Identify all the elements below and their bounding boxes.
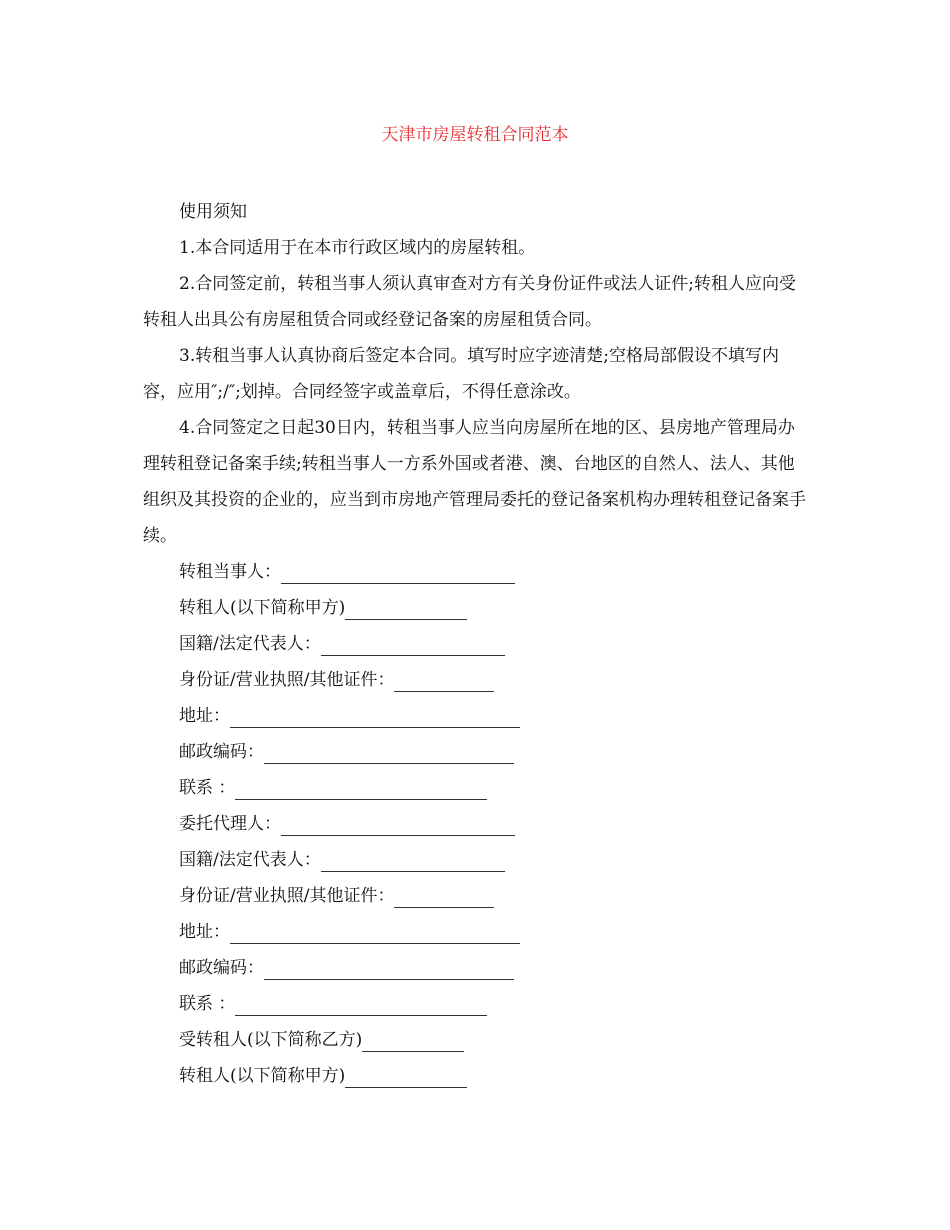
form-row-postal-code bbox=[179, 734, 579, 770]
form-row-contact bbox=[179, 770, 579, 806]
blank-line bbox=[235, 773, 487, 800]
usage-notes bbox=[143, 194, 807, 554]
form-row-address-2 bbox=[179, 914, 579, 950]
blank-line bbox=[281, 809, 515, 836]
field-label: 联系 ： bbox=[179, 778, 236, 798]
form-row-agent bbox=[179, 806, 579, 842]
field-label: 受转租人(以下简称乙方) bbox=[179, 1030, 363, 1050]
form-row-id-document bbox=[179, 662, 579, 698]
field-label: 身份证/营业执照/其他证件： bbox=[179, 886, 395, 906]
form-row-sublessor-party bbox=[179, 554, 579, 590]
form-row-postal-code-2 bbox=[179, 950, 579, 986]
blank-line bbox=[394, 665, 494, 692]
party-info-form bbox=[179, 554, 579, 1094]
field-label: 联系 ： bbox=[179, 994, 236, 1014]
blank-line bbox=[345, 593, 467, 620]
blank-line bbox=[281, 557, 515, 584]
form-row-address bbox=[179, 698, 579, 734]
note-item-4: 4.合同签定之日起30日内，转租当事人应当向房屋所在地的区、县房地产管理局办理转租登记备案手续;转租当事人一方系外国或者港、澳、台地区的自然人、法人、其他组织及其投资的企业的，应当到市房地产管理局委托的登记备案机构办理转租登记备案手续。 bbox=[143, 418, 806, 546]
form-row-nationality-2 bbox=[179, 842, 579, 878]
field-label: 国籍/法定代表人： bbox=[179, 850, 321, 870]
field-label: 邮政编码： bbox=[179, 958, 264, 978]
note-item-1: 1.本合同适用于在本市行政区域内的房屋转租。 bbox=[179, 238, 536, 258]
blank-line bbox=[264, 953, 514, 980]
blank-line bbox=[230, 701, 520, 728]
form-row-party-b bbox=[179, 1022, 579, 1058]
form-row-party-a-2 bbox=[179, 1058, 579, 1094]
field-label: 委托代理人： bbox=[179, 814, 281, 834]
form-row-party-a bbox=[179, 590, 579, 626]
form-row-nationality bbox=[179, 626, 579, 662]
form-row-contact-2 bbox=[179, 986, 579, 1022]
blank-line bbox=[321, 845, 505, 872]
field-label: 国籍/法定代表人： bbox=[179, 634, 321, 654]
note-item-2: 2.合同签定前，转租当事人须认真审查对方有关身份证件或法人证件;转租人应向受转租人出具公有房屋租赁合同或经登记备案的房屋租赁合同。 bbox=[143, 274, 796, 330]
blank-line bbox=[264, 737, 514, 764]
field-label: 转租人(以下简称甲方) bbox=[179, 1066, 346, 1086]
note-item-3: 3.转租当事人认真协商后签定本合同。填写时应字迹清楚;空格局部假设不填写内容，应用″;/″;划掉。合同经签字或盖章后，不得任意涂改。 bbox=[143, 346, 779, 402]
blank-line bbox=[362, 1025, 464, 1052]
field-label: 转租当事人： bbox=[179, 562, 281, 582]
form-row-id-document-2 bbox=[179, 878, 579, 914]
field-label: 地址： bbox=[179, 922, 230, 942]
field-label: 转租人(以下简称甲方) bbox=[179, 598, 346, 618]
blank-line bbox=[345, 1061, 467, 1088]
document-title: 天津市房屋转租合同范本 bbox=[381, 125, 569, 145]
blank-line bbox=[235, 989, 487, 1016]
field-label: 邮政编码： bbox=[179, 742, 264, 762]
field-label: 身份证/营业执照/其他证件： bbox=[179, 670, 395, 690]
notes-heading: 使用须知 bbox=[179, 202, 247, 222]
field-label: 地址： bbox=[179, 706, 230, 726]
blank-line bbox=[321, 629, 505, 656]
blank-line bbox=[394, 881, 494, 908]
blank-line bbox=[230, 917, 520, 944]
